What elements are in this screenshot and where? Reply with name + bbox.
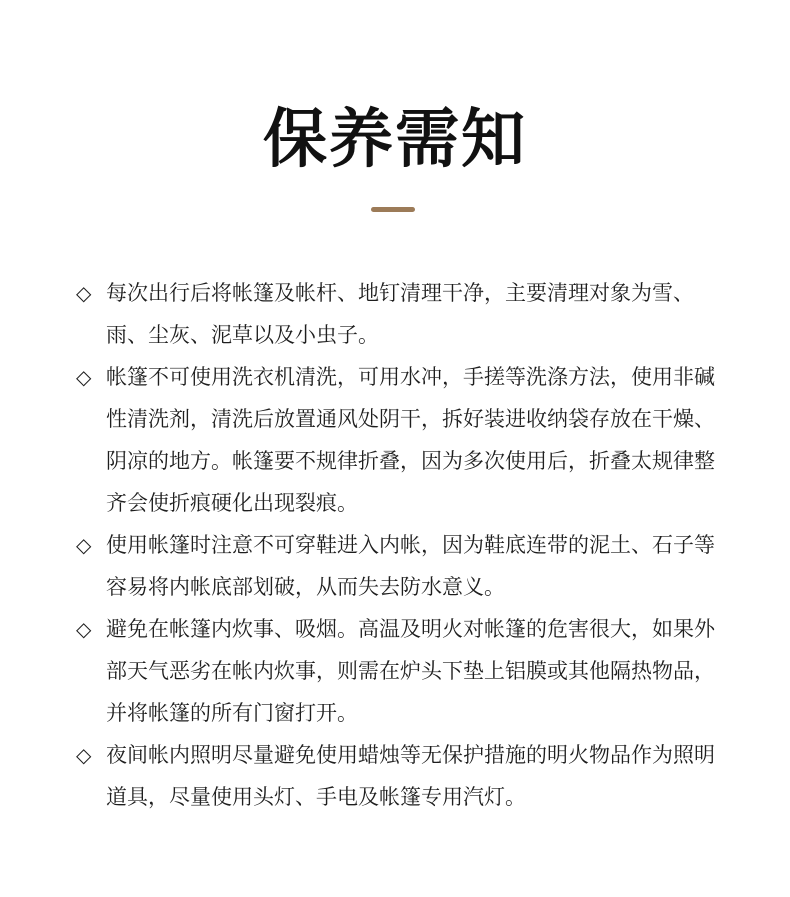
diamond-bullet-icon: ◇ [76, 743, 92, 767]
title-divider [371, 207, 415, 212]
list-item-text: 避免在帐篷内炊事、吸烟。高温及明火对帐篷的危害很大，如果外部天气恶劣在帐内炊事，则需在炉头下垫上铝膜或其他隔热物品，并将帐篷的所有门窗打开。 [106, 617, 715, 725]
list-item [76, 524, 726, 608]
list-item-text: 夜间帐内照明尽量避免使用蜡烛等无保护措施的明火物品作为照明道具，尽量使用头灯、手电及帐篷专用汽灯。 [106, 743, 715, 809]
list-item-text: 每次出行后将帐篷及帐杆、地钉清理干净，主要清理对象为雪、雨、尘灰、泥草以及小虫子。 [106, 281, 694, 347]
diamond-bullet-icon: ◇ [76, 533, 92, 557]
list-item-text: 帐篷不可使用洗衣机清洗，可用水冲，手搓等洗涤方法，使用非碱性清洗剂，清洗后放置通风处阴干，拆好装进收纳袋存放在干燥、阴凉的地方。帐篷要不规律折叠，因为多次使用后，折叠太规律整齐会使折痕硬化出现裂痕。 [106, 365, 715, 515]
diamond-bullet-icon: ◇ [76, 281, 92, 305]
list-item [76, 356, 726, 524]
page-title: 保养需知 [263, 103, 527, 177]
diamond-bullet-icon: ◇ [76, 365, 92, 389]
list-item [76, 734, 726, 818]
care-instructions-list [76, 272, 726, 818]
diamond-bullet-icon: ◇ [76, 617, 92, 641]
list-item-text: 使用帐篷时注意不可穿鞋进入内帐，因为鞋底连带的泥土、石子等容易将内帐底部划破，从而失去防水意义。 [106, 533, 715, 599]
list-item [76, 608, 726, 734]
list-item [76, 272, 726, 356]
